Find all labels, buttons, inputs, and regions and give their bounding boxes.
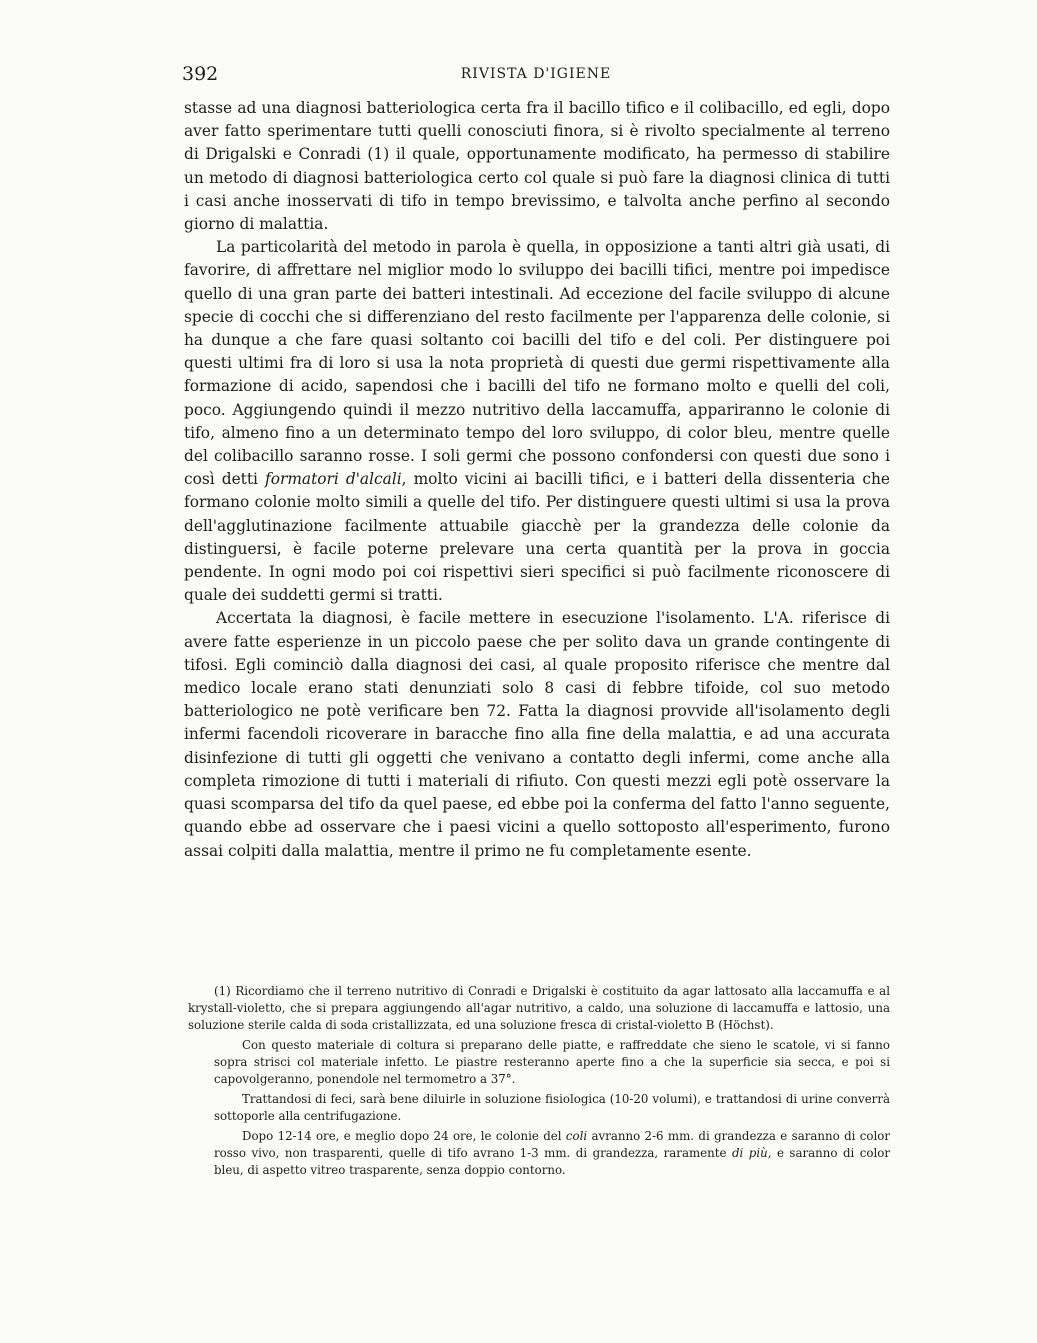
page-header [182,63,890,87]
footnote-2: Con questo materiale di coltura si preparano delle piatte, e raffreddate che sieno le scatole, vi si fanno sopra strisci col materiale infetto. Le piastre resteranno aperte fino a che la superficie sia secca, e poi si capovolgeranno, ponendole nel termometro a 37°. [214,1038,890,1086]
paragraph-2-italic: formatori d'alcali [265,470,402,489]
footnote-4-text-b: avranno 2-6 mm. di grandezza e saranno di color rosso vivo, non trasparenti, quelle di tifo avrano 1-3 mm. di grandezza, raramente [214,1129,890,1160]
paragraph-2 [184,236,890,607]
footnotes [188,983,891,1182]
body-text [184,97,890,863]
footnote-4-text-a: Dopo 12-14 ore, e meglio dopo 24 ore, le colonie del [242,1129,566,1143]
footnote-4-italic-b: di più [731,1146,768,1160]
paragraph-2-text-a: La particolarità del metodo in parola è quella, in opposizione a tanti altri già usati, di favorire, di affrettare nel miglior modo lo sviluppo dei bacilli tifici, mentre poi impedisce quello di una gran parte dei batteri intestinali. Ad eccezione del facile sviluppo di alcune specie di cocchi che si differenziano del resto facilmente per l'apparenza delle colonie, si ha dunque a che fare quasi soltanto coi bacilli del tifo e del coli. Per distinguere poi questi ultimi fra di loro si usa la nota proprietà di questi due germi rispettivamente alla formazione di acido, sapendosi che i bacilli del tifo ne formano molto e quelli del coli, poco. Aggiungendo quindi il mezzo nutritivo della laccamuffa, appariranno le colonie di tifo, almeno fino a un determinato tempo del loro sviluppo, di color bleu, mentre quelle del colibacillo saranno rosse. I soli germi che possono confondersi con questi due sono i così detti [184,238,890,489]
paragraph-3: Accertata la diagnosi, è facile mettere in esecuzione l'isolamento. L'A. riferisce di avere fatte esperienze in un piccolo paese che per solito dava un grande contingente di tifosi. Egli cominciò dalla diagnosi dei casi, al quale proposito riferisce che mentre dal medico locale erano stati denunziati solo 8 casi di febbre tifoide, col suo metodo batteriologico ne potè verificare ben 72. Fatta la diagnosi provvide all'isolamento degli infermi facendoli ricoverare in baracche fino alla fine della malattia, e ad una accurata disinfezione di tutti gli oggetti che venivano a contatto degli infermi, come anche alla completa rimozione di tutti i materiali di rifiuto. Con questi mezzi egli potè osservare la quasi scomparsa del tifo da quel paese, ed ebbe poi la conferma del fatto l'anno seguente, quando ebbe ad osservare che i paesi vicini a quello sottoposto all'esperimento, furono assai colpiti dalla malattia, mentre il primo ne fu completamente esente. [184,609,890,860]
paragraph-1: stasse ad una diagnosi batteriologica certa fra il bacillo tifico e il colibacillo, ed egli, dopo aver fatto sperimentare tutti quelli conosciuti finora, si è rivolto specialmente al terreno di Drigalski e Conradi (1) il quale, opportunamente modificato, ha permesso di stabilire un metodo di diagnosi batteriologica certo col quale si può fare la diagnosi clinica di tutti i casi anche inosservati di tifo in tempo brevissimo, e talvolta anche perfino al secondo giorno di malattia. [184,99,890,234]
running-title: RIVISTA D'IGIENE [460,66,612,82]
footnote-4-text-c: , e saranno di color bleu, di aspetto vitreo trasparente, senza doppio contorno. [214,1146,891,1177]
footnote-4-italic-a: coli [565,1129,588,1143]
footnote-3: Trattandosi di feci, sarà bene diluirle in soluzione fisiologica (10-20 volumi), e trattandosi di urine converrà sottoporle alla centrifugazione. [214,1092,890,1123]
page-number: 392 [182,63,219,85]
footnote-4 [214,1128,890,1179]
footnote-1: (1) Ricordiamo che il terreno nutritivo di Conradi e Drigalski è costituito da agar lattosato alla laccamuffa e al krystall-violetto, che si prepara aggiungendo all'agar nutritivo, a caldo, una soluzione di laccamuffa e lattosio, una soluzione sterile calda di soda cristallizzata, ed una soluzione fresca di cristal-violetto B (Höchst). [188,984,890,1032]
paragraph-2-text-b: , molto vicini ai bacilli tifici, e i batteri della dissenteria che formano colonie molto simili a quelle del tifo. Per distinguere questi ultimi si usa la prova dell'agglutinazione facilmente attuabile giacchè per la grandezza delle colonie da distinguersi, è facile poterne prelevare una certa quantità per la prova in goccia pendente. In ogni modo poi coi rispettivi sieri specifici si può facilmente riconoscere di quale dei suddetti germi si tratti. [184,470,890,605]
